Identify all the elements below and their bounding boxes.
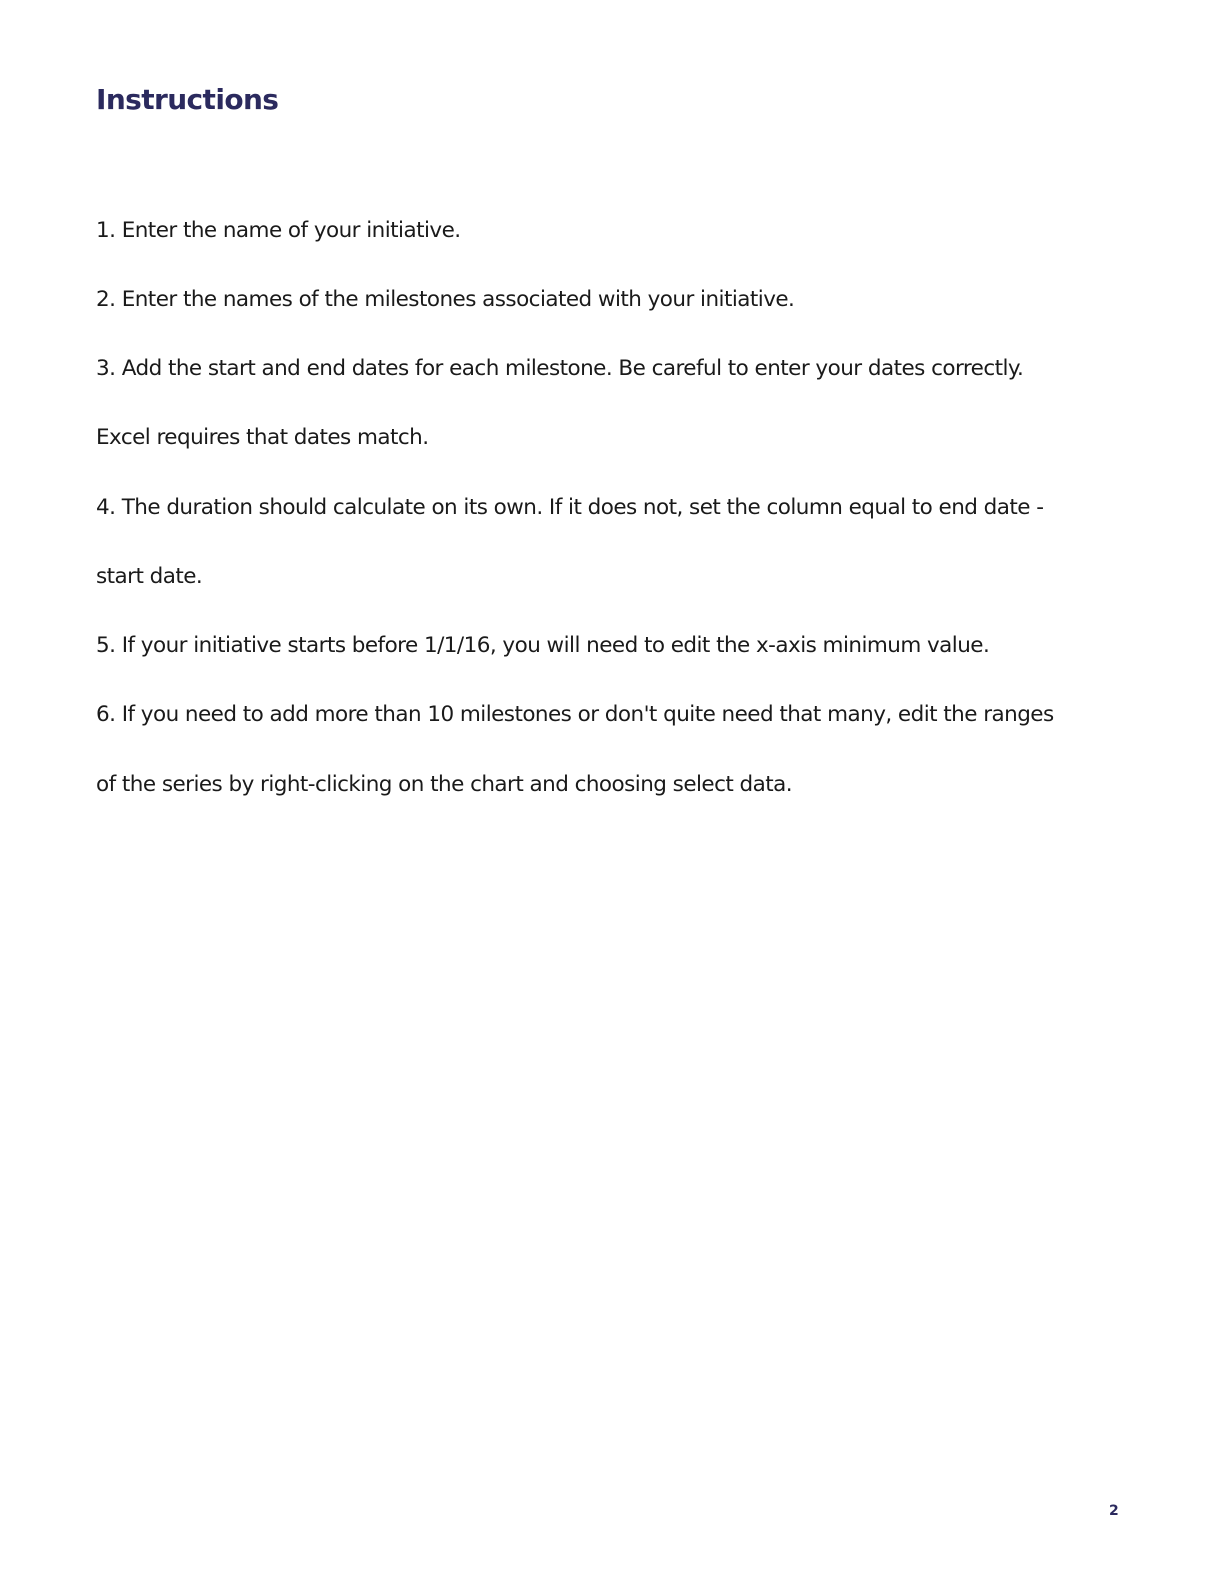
instruction-6-line-2: of the series by right-clicking on the chart and choosing select data. <box>96 772 793 797</box>
page-title: Instructions <box>96 83 279 116</box>
instruction-3-line-2: Excel requires that dates match. <box>96 425 429 450</box>
instruction-3-line-1: 3. Add the start and end dates for each milestone. Be careful to enter your dates correctly. <box>96 356 1024 381</box>
instruction-5-line: 5. If your initiative starts before 1/1/16, you will need to edit the x-axis minimum value. <box>96 633 990 658</box>
instruction-2-line: 2. Enter the names of the milestones associated with your initiative. <box>96 287 795 312</box>
instruction-4-line-1: 4. The duration should calculate on its own. If it does not, set the column equal to end date - <box>96 495 1044 520</box>
instruction-4-line-2: start date. <box>96 564 203 589</box>
instruction-6-line-1: 6. If you need to add more than 10 milestones or don't quite need that many, edit the ranges <box>96 702 1054 727</box>
instruction-1-line: 1. Enter the name of your initiative. <box>96 218 461 243</box>
page-number: 2 <box>1109 1503 1119 1519</box>
